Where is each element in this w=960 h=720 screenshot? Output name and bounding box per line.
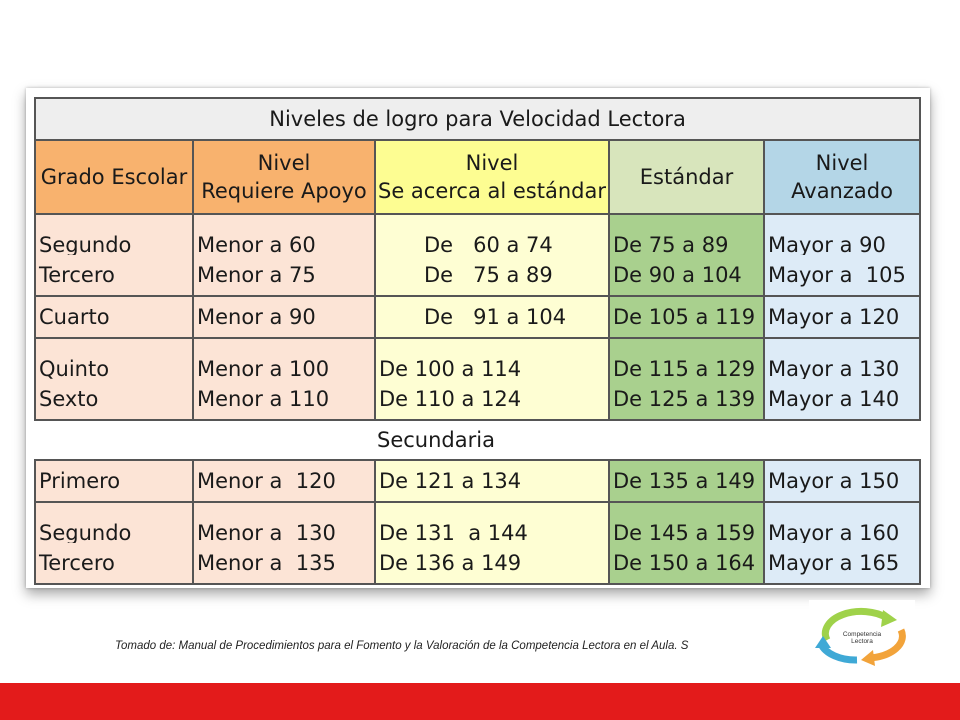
competencia-lectora-logo (809, 600, 915, 668)
cell-grado: Segundo (35, 214, 193, 255)
table-row (35, 502, 920, 543)
cell-estandar: De 135 a 149 (609, 460, 764, 502)
cell-requiere: Menor a 90 (193, 296, 375, 338)
cell-acerca: De 131 a 144 (375, 502, 609, 543)
cell-grado: Tercero (35, 543, 193, 584)
table-row (35, 460, 920, 502)
cell-estandar: De 145 a 159 (609, 502, 764, 543)
cell-grado: Segundo (35, 502, 193, 543)
cell-grado: Tercero (35, 255, 193, 296)
cell-acerca: De 60 a 74 (375, 214, 609, 255)
table-row (35, 379, 920, 420)
cell-avanzado: Mayor a 150 (764, 460, 920, 502)
cell-requiere: Menor a 120 (193, 460, 375, 502)
table-row (35, 338, 920, 379)
cell-avanzado: Mayor a 130 (764, 338, 920, 379)
table-title: Niveles de logro para Velocidad Lectora (35, 98, 920, 140)
reading-speed-table-frame (26, 88, 930, 588)
header-requiere-apoyo: Nivel Requiere Apoyo (193, 140, 375, 214)
cell-estandar: De 90 a 104 (609, 255, 764, 296)
header-se-acerca: Nivel Se acerca al estándar (375, 140, 609, 214)
source-caption: Tomado de: Manual de Procedimientos para el Fomento y la Valoración de la Competencia Lectora en el Aula. S (115, 640, 689, 652)
cell-acerca: De 121 a 134 (375, 460, 609, 502)
cell-requiere: Menor a 135 (193, 543, 375, 584)
cell-grado: Quinto (35, 338, 193, 379)
cell-acerca: De 75 a 89 (375, 255, 609, 296)
header-avanzado: Nivel Avanzado (764, 140, 920, 214)
cell-avanzado: Mayor a 90 (764, 214, 920, 255)
table-row (35, 543, 920, 584)
cell-requiere: Menor a 130 (193, 502, 375, 543)
table-row (35, 214, 920, 255)
reading-speed-table (34, 97, 921, 585)
cell-estandar: De 115 a 129 (609, 338, 764, 379)
cell-acerca: De 91 a 104 (375, 296, 609, 338)
cell-avanzado: Mayor a 105 (764, 255, 920, 296)
cell-requiere: Menor a 75 (193, 255, 375, 296)
cell-requiere: Menor a 100 (193, 338, 375, 379)
cell-grado: Sexto (35, 379, 193, 420)
cell-requiere: Menor a 110 (193, 379, 375, 420)
cell-acerca: De 136 a 149 (375, 543, 609, 584)
table-row (35, 296, 920, 338)
cell-avanzado: Mayor a 160 (764, 502, 920, 543)
cell-acerca: De 110 a 124 (375, 379, 609, 420)
header-estandar: Estándar (609, 140, 764, 214)
header-row (35, 140, 920, 214)
cell-estandar: De 125 a 139 (609, 379, 764, 420)
cell-estandar: De 150 a 164 (609, 543, 764, 584)
cell-acerca: De 100 a 114 (375, 338, 609, 379)
section-secundaria: Secundaria (35, 420, 920, 460)
cell-avanzado: Mayor a 120 (764, 296, 920, 338)
logo-text: Competencia Lectora (842, 631, 882, 645)
cell-estandar: De 75 a 89 (609, 214, 764, 255)
cell-grado: Cuarto (35, 296, 193, 338)
cell-avanzado: Mayor a 165 (764, 543, 920, 584)
cell-avanzado: Mayor a 140 (764, 379, 920, 420)
cell-estandar: De 105 a 119 (609, 296, 764, 338)
table-row (35, 255, 920, 296)
cell-requiere: Menor a 60 (193, 214, 375, 255)
footer-accent-bar (0, 683, 960, 720)
header-grado: Grado Escolar (35, 140, 193, 214)
cell-grado: Primero (35, 460, 193, 502)
